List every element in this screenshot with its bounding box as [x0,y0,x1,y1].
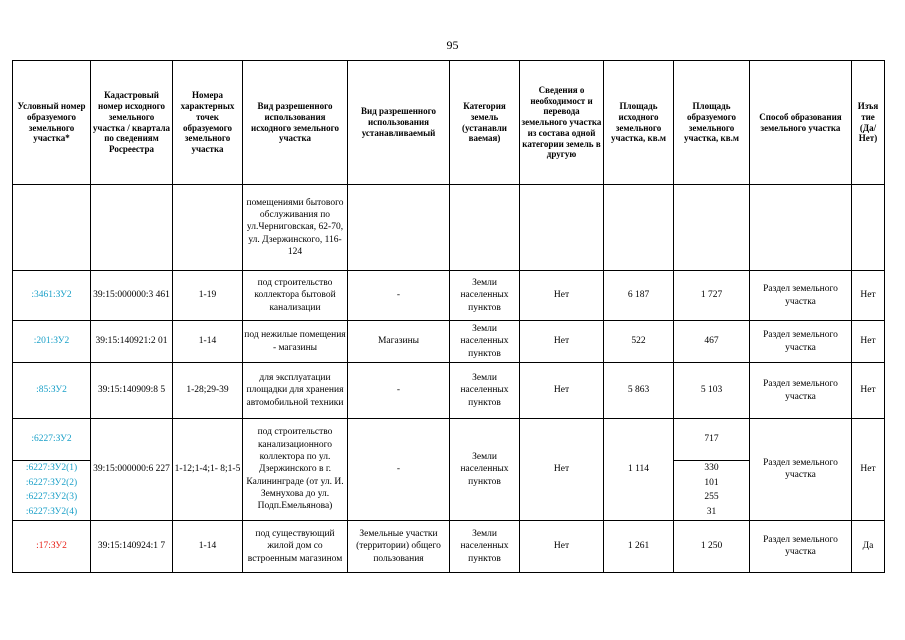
formation-method: Раздел земельного участка [750,520,852,572]
formation-method: Раздел земельного участка [750,419,852,521]
point-numbers: 1-12;1-4;1- 8;1-5 [173,419,243,521]
sub-plot-link[interactable]: :6227:ЗУ2(3) [25,492,78,503]
point-numbers: 1-19 [173,271,243,321]
sub-area: 255 [704,492,719,503]
seizure-flag: Нет [852,321,885,363]
table-row [13,271,885,321]
source-use: под строительство коллектора бытовой канализации [243,271,348,321]
formation-method: Раздел земельного участка [750,363,852,419]
transfer-info: Нет [520,271,604,321]
seizure-flag: Нет [852,271,885,321]
continuation-text: помещениями бытового обслуживания по ул.Черниговская, 62-70, ул. Дзержинского, 116-124 [243,185,348,271]
new-area: 717 [674,419,750,461]
plot-id-link[interactable]: :17:ЗУ2 [13,520,91,572]
table-row [13,419,885,461]
land-category: Земли населенных пунктов [450,363,520,419]
transfer-info: Нет [520,363,604,419]
header-cell: Условный номер образуемого земельного участка* [13,61,91,185]
header-cell: Площадь образуемого земельного участка, кв.м [674,61,750,185]
new-use: - [348,363,450,419]
header-cell: Площадь исходного земельного участка, кв.м [604,61,674,185]
new-use: Магазины [348,321,450,363]
table-row [13,520,885,572]
header-cell: Вид разрешенного использования исходного земельного участка [243,61,348,185]
source-use: под строительство канализационного коллектора по ул. Дзержинского в г. Калининграде (от ул. И. Земнухова до ул. Подп.Емельянова) [243,419,348,521]
plot-id-link[interactable]: :3461:ЗУ2 [13,271,91,321]
new-use: - [348,271,450,321]
cadastral-number: 39:15:000000:3 461 [91,271,173,321]
header-cell: Изъя тие (Да/ Нет) [852,61,885,185]
plot-id-link[interactable]: :201:ЗУ2 [13,321,91,363]
cadastral-number: 39:15:000000:6 227 [91,419,173,521]
page-number: 95 [446,38,459,52]
table-row [13,321,885,363]
sub-plot-list [13,461,91,521]
header-cell: Способ образования земельного участка [750,61,852,185]
header-cell: Сведения о необходимост и перевода земельного участка из состава одной категории земель в другую [520,61,604,185]
land-category: Земли населенных пунктов [450,271,520,321]
new-use: Земельные участки (территории) общего пользования [348,520,450,572]
new-area: 467 [674,321,750,363]
transfer-info: Нет [520,419,604,521]
plot-id-link[interactable]: :6227:ЗУ2 [13,419,91,461]
source-area: 1 261 [604,520,674,572]
sub-area: 31 [706,507,717,518]
cadastral-number: 39:15:140924:1 7 [91,520,173,572]
new-area: 5 103 [674,363,750,419]
header-cell: Номера характерных точек образуемого земельного участка [173,61,243,185]
seizure-flag: Нет [852,419,885,521]
sub-area-list [674,461,750,521]
header-cell: Кадастровый номер исходного земельного участка / квартала по сведениям Росреестра [91,61,173,185]
table-row [13,185,885,271]
seizure-flag: Нет [852,363,885,419]
new-use: - [348,419,450,521]
new-area: 1 727 [674,271,750,321]
sub-plot-link[interactable]: :6227:ЗУ2(4) [25,507,78,518]
source-area: 1 114 [604,419,674,521]
sub-plot-link[interactable]: :6227:ЗУ2(2) [25,477,78,488]
formation-method: Раздел земельного участка [750,321,852,363]
point-numbers: 1-14 [173,321,243,363]
sub-area: 101 [704,477,719,488]
point-numbers: 1-14 [173,520,243,572]
source-use: для эксплуатации площадки для хранения автомобильной техники [243,363,348,419]
land-category: Земли населенных пунктов [450,520,520,572]
land-plots-table [12,60,885,573]
cadastral-number: 39:15:140909:8 5 [91,363,173,419]
sub-area: 330 [704,463,719,473]
plot-id-link[interactable]: :85:ЗУ2 [13,363,91,419]
header-cell: Вид разрешенного использования устанавливаемый [348,61,450,185]
source-area: 6 187 [604,271,674,321]
table-header-row [13,61,885,185]
formation-method: Раздел земельного участка [750,271,852,321]
header-cell: Категория земель (устанавли ваемая) [450,61,520,185]
land-category: Земли населенных пунктов [450,419,520,521]
cadastral-number: 39:15:140921:2 01 [91,321,173,363]
source-use: под существующий жилой дом со встроенным магазином [243,520,348,572]
source-area: 5 863 [604,363,674,419]
source-area: 522 [604,321,674,363]
land-category: Земли населенных пунктов [450,321,520,363]
table-row [13,363,885,419]
sub-plot-link[interactable]: :6227:ЗУ2(1) [25,463,78,473]
point-numbers: 1-28;29-39 [173,363,243,419]
transfer-info: Нет [520,520,604,572]
new-area: 1 250 [674,520,750,572]
transfer-info: Нет [520,321,604,363]
seizure-flag: Да [852,520,885,572]
source-use: под нежилые помещения - магазины [243,321,348,363]
